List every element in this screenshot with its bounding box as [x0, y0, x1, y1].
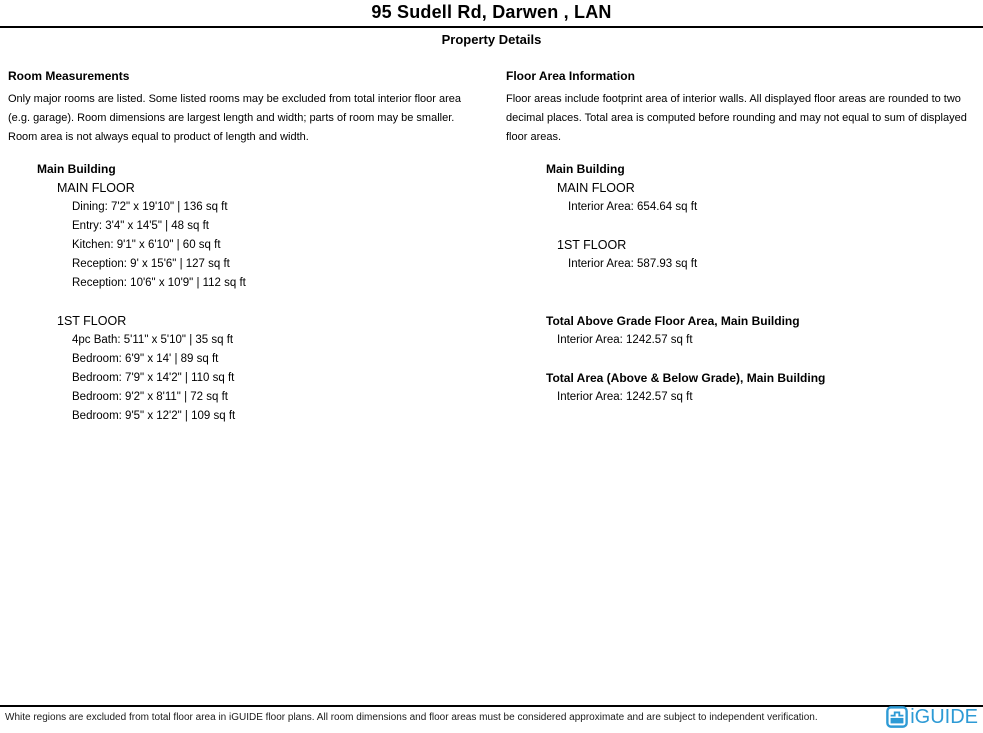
iguide-logo-text: iGUIDE	[910, 706, 978, 728]
floor-area-description-line: decimal places. Total area is computed before rounding and may not equal to sum of displayed	[506, 112, 967, 124]
room-measurement: Bedroom: 6'9" x 14' | 89 sq ft	[72, 353, 219, 365]
floor-group-main-floor	[37, 179, 246, 293]
room-measurements-intro	[8, 69, 486, 147]
interior-area-value: Interior Area: 587.93 sq ft	[568, 258, 698, 270]
floor-name: 1ST FLOOR	[57, 314, 127, 328]
room-measurement: Reception: 9' x 15'6" | 127 sq ft	[72, 258, 230, 270]
title-divider	[0, 26, 983, 28]
room-measurement: 4pc Bath: 5'11" x 5'10" | 35 sq ft	[72, 334, 234, 346]
room-measurements-building	[37, 160, 246, 426]
floor-area-intro	[506, 69, 983, 147]
room-measurement: Bedroom: 9'5" x 12'2" | 109 sq ft	[72, 410, 236, 422]
interior-area-value: Interior Area: 654.64 sq ft	[568, 201, 698, 213]
floor-area-main-floor	[546, 179, 697, 217]
floor-area-building	[546, 160, 697, 274]
iguide-logo-icon	[886, 706, 908, 728]
room-measurements-heading: Room Measurements	[8, 69, 130, 83]
total-label: Total Above Grade Floor Area, Main Building	[546, 314, 800, 328]
floor-area-totals	[546, 312, 825, 407]
room-measurements-description-line: (e.g. garage). Room dimensions are largest length and width; parts of room may be smaller.	[8, 112, 455, 124]
total-label: Total Area (Above & Below Grade), Main Building	[546, 371, 826, 385]
total-above-grade	[546, 312, 825, 350]
floor-name: MAIN FLOOR	[557, 181, 635, 195]
floor-area-1st-floor	[546, 236, 697, 274]
room-measurement: Kitchen: 9'1" x 6'10" | 60 sq ft	[72, 239, 221, 251]
floor-name: MAIN FLOOR	[57, 181, 135, 195]
room-measurement: Entry: 3'4" x 14'5" | 48 sq ft	[72, 220, 210, 232]
total-value: Interior Area: 1242.57 sq ft	[557, 334, 693, 346]
room-measurements-description-line: Only major rooms are listed. Some listed rooms may be excluded from total interior floor area	[8, 93, 462, 105]
floor-area-description-line: Floor areas include footprint area of interior walls. All displayed floor areas are rounded to two	[506, 93, 961, 105]
floor-area-description-line: floor areas.	[506, 131, 562, 143]
room-measurement: Dining: 7'2" x 19'10" | 136 sq ft	[72, 201, 228, 213]
page-title: 95 Sudell Rd, Darwen , LAN	[371, 2, 612, 22]
room-measurement: Reception: 10'6" x 10'9" | 112 sq ft	[72, 277, 246, 289]
footer-disclaimer: White regions are excluded from total floor area in iGUIDE floor plans. All room dimensions and floor areas must be considered approximate and are subject to independent verification.	[5, 712, 818, 723]
total-above-below-grade	[546, 369, 825, 407]
room-measurement: Bedroom: 9'2" x 8'11" | 72 sq ft	[72, 391, 228, 403]
floor-group-1st-floor	[37, 312, 246, 426]
building-name: Main Building	[546, 162, 625, 176]
iguide-logo	[886, 706, 978, 728]
building-name: Main Building	[37, 162, 116, 176]
room-measurement: Bedroom: 7'9" x 14'2" | 110 sq ft	[72, 372, 235, 384]
floor-name: 1ST FLOOR	[557, 238, 627, 252]
room-measurements-description-line: Room area is not always equal to product of length and width.	[8, 131, 309, 143]
total-value: Interior Area: 1242.57 sq ft	[557, 391, 693, 403]
floor-area-heading: Floor Area Information	[506, 69, 635, 83]
footer-divider	[0, 705, 983, 707]
page-subtitle: Property Details	[441, 32, 542, 47]
